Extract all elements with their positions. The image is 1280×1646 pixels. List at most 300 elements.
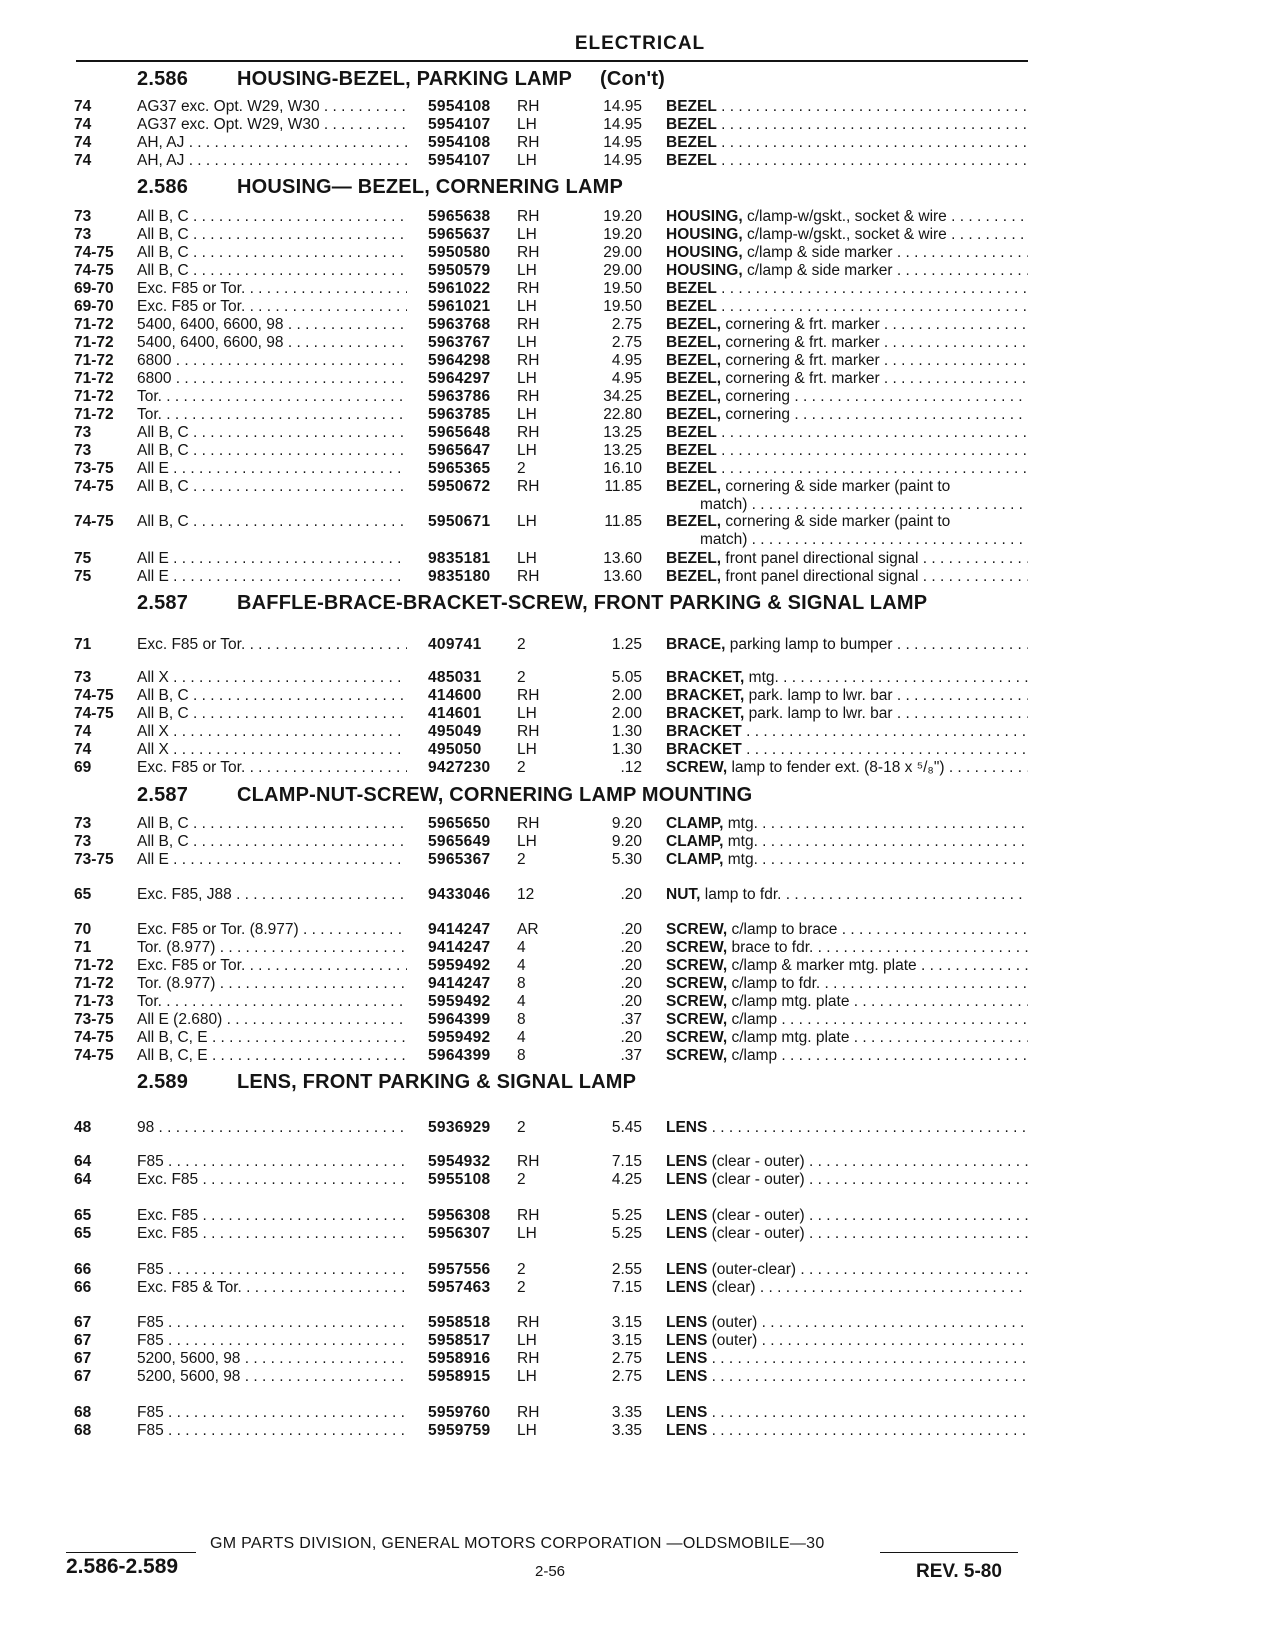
description-cell [666,740,1028,759]
section-number: 2.586 [137,68,189,90]
footer-rule-right [880,1552,1018,1553]
description-keyword: LENS [666,1207,708,1224]
quantity-cell: RH [517,280,540,297]
part-number-cell: 5965365 [428,460,491,477]
description-cell [666,850,1028,869]
description-cell [666,459,1028,478]
quantity-cell: LH [517,152,537,169]
model-cell: 5400, 6400, 6600, 98 . . . [137,333,407,352]
section-title [137,176,623,199]
table-row [0,1118,1280,1137]
model-cell: F85 . . . [137,1313,407,1332]
model-cell: All B, C . . . [137,686,407,705]
part-number-cell: 5958915 [428,1368,491,1385]
description-keyword: HOUSING, [666,262,743,279]
price-cell: 5.45 [611,1119,642,1136]
description-text: mtg. [723,833,758,850]
description-text: c/lamp to brace [727,921,838,938]
quantity-cell: 4 [517,993,526,1010]
price-cell: 7.15 [611,1279,642,1296]
model-cell: AH, AJ . . . [137,151,407,170]
description-cell [666,1313,1028,1332]
model-cell: Exc. F85 or Tor. . . . [137,635,407,654]
model-cell: 6800 . . . [137,369,407,388]
quantity-cell: 2 [517,1171,526,1188]
table-row [0,938,1280,957]
model-cell: All B, C . . . [137,512,407,531]
part-number-cell: 414601 [428,705,482,722]
description-keyword: BEZEL [666,298,717,315]
part-number-cell: 5954107 [428,152,491,169]
price-cell: 14.95 [603,116,642,133]
description-text: c/lamp [727,1047,778,1064]
description-keyword: BEZEL [666,442,717,459]
year-cell: 71-72 [74,352,114,369]
year-cell: 67 [74,1368,92,1385]
quantity-cell: LH [517,334,537,351]
description-text: brace to fdr. [727,939,814,956]
description-keyword: LENS [666,1279,708,1296]
quantity-cell: RH [517,208,540,225]
model-cell: All B, C, E . . . [137,1046,407,1065]
price-cell: 29.00 [603,244,642,261]
footer-rule-left [66,1552,196,1553]
year-cell: 65 [74,886,92,903]
price-cell: 14.95 [603,134,642,151]
description-text: (clear) [707,1279,756,1296]
year-cell: 64 [74,1171,92,1188]
model-cell: Exc. F85 or Tor. . . . [137,297,407,316]
price-cell: 9.20 [611,815,642,832]
description-keyword: LENS [666,1368,708,1385]
year-cell: 64 [74,1153,92,1170]
description-cell [666,1118,1028,1137]
model-cell: Exc. F85 . . . [137,1170,407,1189]
section-number: 2.586 [137,176,189,198]
description-text: c/lamp-w/gskt., socket & wire [742,208,947,225]
table-row [0,668,1280,687]
description-text: front panel directional signal [721,550,919,567]
year-cell: 75 [74,550,92,567]
part-number-cell: 5965648 [428,424,491,441]
description-cell [666,832,1028,851]
description-text: cornering & side marker (paint to [721,478,951,495]
model-cell: Exc. F85, J88 . . . [137,885,407,904]
description-keyword: NUT, [666,886,701,903]
year-cell: 74-75 [74,705,114,722]
table-row [0,151,1280,170]
description-keyword: BEZEL, [666,370,722,387]
quantity-cell: AR [517,921,539,938]
part-number-cell: 5956308 [428,1207,491,1224]
description-keyword: BRACKET, [666,669,745,686]
quantity-cell: RH [517,1314,540,1331]
quantity-cell: RH [517,478,540,495]
table-row [0,243,1280,262]
description-cell [666,992,1028,1011]
part-number-cell: 5964399 [428,1047,491,1064]
description-text: cornering [721,388,791,405]
year-cell: 74-75 [74,478,114,495]
model-cell: F85 . . . [137,1331,407,1350]
table-row [0,387,1280,406]
price-cell: 2.75 [611,1350,642,1367]
quantity-cell: RH [517,424,540,441]
year-cell: 74-75 [74,1047,114,1064]
description-keyword: LENS [666,1225,708,1242]
part-number-cell: 5965367 [428,851,491,868]
price-cell: 2.00 [611,687,642,704]
quantity-cell: LH [517,1332,537,1349]
year-cell: 74 [74,98,92,115]
table-row [0,814,1280,833]
table-row [0,441,1280,460]
model-cell: Exc. F85 . . . [137,1224,407,1243]
table-row [0,567,1280,586]
table-row [0,405,1280,424]
description-keyword: BEZEL, [666,568,722,585]
description-cell [666,686,1028,705]
quantity-cell: RH [517,815,540,832]
description-text: (clear - outer) [707,1153,805,1170]
price-cell: 2.75 [611,334,642,351]
model-cell: All E . . . [137,850,407,869]
model-cell: Tor. . . . [137,387,407,406]
year-cell: 73 [74,815,92,832]
model-cell: All B, C . . . [137,832,407,851]
description-text: mtg. [744,669,779,686]
description-text: park. lamp to lwr. bar [744,687,893,704]
year-cell: 74-75 [74,1029,114,1046]
table-row [0,207,1280,226]
description-text: cornering & frt. marker [721,352,880,369]
description-text: lamp to fender ext. (8-18 x ⁵/₈") [727,759,945,776]
part-number-cell: 5954932 [428,1153,491,1170]
model-cell: All E . . . [137,549,407,568]
description-keyword: SCREW, [666,1011,728,1028]
year-cell: 73 [74,833,92,850]
description-text: c/lamp to fdr. [727,975,821,992]
model-cell: Exc. F85 or Tor. . . . [137,956,407,975]
description-cell [666,635,1028,654]
part-number-cell: 5959492 [428,1029,491,1046]
description-cell [666,814,1028,833]
description-keyword: BEZEL, [666,478,722,495]
price-cell: 2.75 [611,1368,642,1385]
quantity-cell: LH [517,513,537,530]
part-number-cell: 5954108 [428,98,491,115]
model-cell: All B, C . . . [137,225,407,244]
year-cell: 71-72 [74,957,114,974]
quantity-cell: LH [517,298,537,315]
year-cell: 73 [74,424,92,441]
description-cell [666,1046,1028,1065]
table-row [0,225,1280,244]
description-keyword: BEZEL [666,116,717,133]
description-keyword: SCREW, [666,1047,728,1064]
model-cell: All B, C . . . [137,477,407,496]
description-keyword: BRACKET [666,741,742,758]
description-cell [666,722,1028,741]
quantity-cell: RH [517,1404,540,1421]
table-row [0,1331,1280,1350]
model-cell: Exc. F85 or Tor. (8.977) . . . [137,920,407,939]
description-keyword: BEZEL, [666,388,722,405]
description-cell [666,938,1028,957]
model-cell: Exc. F85 & Tor. . . . [137,1278,407,1297]
table-row [0,704,1280,723]
table-row [0,459,1280,478]
price-cell: .20 [620,1029,642,1046]
model-cell: Exc. F85 or Tor. . . . [137,279,407,298]
price-cell: 2.55 [611,1261,642,1278]
year-cell: 71-72 [74,316,114,333]
table-row [0,740,1280,759]
price-cell: .20 [620,993,642,1010]
part-number-cell: 495049 [428,723,482,740]
part-number-cell: 5965638 [428,208,491,225]
price-cell: 1.25 [611,636,642,653]
part-number-cell: 5956307 [428,1225,491,1242]
description-cell [666,549,1028,568]
table-row [0,115,1280,134]
year-cell: 48 [74,1119,92,1136]
year-cell: 74 [74,723,92,740]
model-cell: All X . . . [137,668,407,687]
description-cell [666,920,1028,939]
description-text: c/lamp mtg. plate [727,993,850,1010]
quantity-cell: LH [517,262,537,279]
year-cell: 74-75 [74,513,114,530]
table-row [0,1152,1280,1171]
quantity-cell: 8 [517,975,526,992]
header-rule [76,60,1028,62]
price-cell: 13.60 [603,568,642,585]
table-row [0,1349,1280,1368]
quantity-cell: 2 [517,1119,526,1136]
table-row [0,423,1280,442]
description-text: cornering & frt. marker [721,370,880,387]
footer-section-range: 2.586-2.589 [66,1555,179,1578]
description-keyword: LENS [666,1171,708,1188]
model-cell: All E . . . [137,459,407,478]
quantity-cell: LH [517,442,537,459]
description-keyword: SCREW, [666,993,728,1010]
quantity-cell: 4 [517,939,526,956]
model-cell: All E (2.680) . . . [137,1010,407,1029]
description-cell [666,405,1028,424]
table-row [0,97,1280,116]
quantity-cell: 8 [517,1047,526,1064]
description-cell [666,297,1028,316]
part-number-cell: 5963785 [428,406,491,423]
description-keyword: HOUSING, [666,208,743,225]
description-cell [666,133,1028,152]
part-number-cell: 5950672 [428,478,491,495]
table-row [0,974,1280,993]
continuation-text: match) . . . [700,495,1028,514]
model-cell: All B, C . . . [137,423,407,442]
description-text: parking lamp to bumper [725,636,893,653]
part-number-cell: 5954108 [428,134,491,151]
year-cell: 71-72 [74,388,114,405]
description-text: lamp to fdr. [700,886,782,903]
part-number-cell: 5964399 [428,1011,491,1028]
model-cell: 5200, 5600, 98 . . . [137,1349,407,1368]
table-row [0,1028,1280,1047]
part-number-cell: 5958518 [428,1314,491,1331]
description-cell [666,315,1028,334]
section-suffix: (Con't) [600,68,666,90]
table-row [0,133,1280,152]
model-cell: Tor. . . . [137,405,407,424]
description-text: (clear - outer) [707,1207,805,1224]
year-cell: 67 [74,1314,92,1331]
quantity-cell: RH [517,134,540,151]
quantity-cell: RH [517,244,540,261]
description-cell [666,225,1028,244]
year-cell: 69-70 [74,298,114,315]
description-keyword: BRACE, [666,636,726,653]
part-number-cell: 5950579 [428,262,491,279]
description-text: (outer) [707,1332,758,1349]
table-row [0,920,1280,939]
table-row [0,1278,1280,1297]
part-number-cell: 5965647 [428,442,491,459]
part-number-cell: 5950580 [428,244,491,261]
description-cell [666,333,1028,352]
part-number-cell: 5964298 [428,352,491,369]
description-cell [666,387,1028,406]
price-cell: 16.10 [603,460,642,477]
description-continuation [0,530,1280,549]
part-number-cell: 5965649 [428,833,491,850]
price-cell: 5.05 [611,669,642,686]
description-cell [666,567,1028,586]
description-cell [666,1403,1028,1422]
table-row [0,315,1280,334]
quantity-cell: RH [517,388,540,405]
year-cell: 74-75 [74,687,114,704]
description-keyword: BEZEL [666,424,717,441]
price-cell: .20 [620,886,642,903]
section-heading: LENS, FRONT PARKING & SIGNAL LAMP [237,1071,637,1093]
model-cell: 6800 . . . [137,351,407,370]
description-cell [666,151,1028,170]
table-row [0,297,1280,316]
price-cell: .12 [620,759,642,776]
year-cell: 66 [74,1279,92,1296]
part-number-cell: 9835180 [428,568,491,585]
description-text: park. lamp to lwr. bar [744,705,893,722]
table-row [0,758,1280,777]
table-row [0,832,1280,851]
description-cell [666,668,1028,687]
description-keyword: LENS [666,1332,708,1349]
price-cell: 5.25 [611,1225,642,1242]
quantity-cell: 2 [517,1261,526,1278]
year-cell: 66 [74,1261,92,1278]
price-cell: .20 [620,939,642,956]
table-row [0,1421,1280,1440]
page-title: ELECTRICAL [574,33,706,54]
description-keyword: BEZEL, [666,334,722,351]
quantity-cell: LH [517,1368,537,1385]
description-keyword: BRACKET [666,723,742,740]
quantity-cell: LH [517,550,537,567]
model-cell: AG37 exc. Opt. W29, W30 . . . [137,97,407,116]
description-keyword: LENS [666,1422,708,1439]
year-cell: 74 [74,741,92,758]
description-text: cornering & frt. marker [721,334,880,351]
description-keyword: HOUSING, [666,226,743,243]
description-text: (clear - outer) [707,1225,805,1242]
year-cell: 69-70 [74,280,114,297]
description-keyword: BRACKET, [666,705,745,722]
quantity-cell: RH [517,1153,540,1170]
year-cell: 68 [74,1422,92,1439]
description-keyword: BEZEL [666,280,717,297]
quantity-cell: LH [517,116,537,133]
part-number-cell: 5958517 [428,1332,491,1349]
table-row [0,351,1280,370]
description-cell [666,261,1028,280]
part-number-cell: 5959759 [428,1422,491,1439]
description-cell [666,369,1028,388]
description-cell [666,1224,1028,1243]
description-cell [666,115,1028,134]
year-cell: 68 [74,1404,92,1421]
price-cell: 7.15 [611,1153,642,1170]
year-cell: 73 [74,442,92,459]
table-row [0,1170,1280,1189]
price-cell: 2.75 [611,316,642,333]
year-cell: 73 [74,226,92,243]
description-cell [666,97,1028,116]
year-cell: 74 [74,134,92,151]
price-cell: 5.25 [611,1207,642,1224]
price-cell: 2.00 [611,705,642,722]
table-row [0,1206,1280,1225]
price-cell: 9.20 [611,833,642,850]
description-cell [666,1010,1028,1029]
section-heading: BAFFLE-BRACE-BRACKET-SCREW, FRONT PARKING & SIGNAL LAMP [237,592,928,614]
year-cell: 71-73 [74,993,114,1010]
year-cell: 71 [74,939,92,956]
part-number-cell: 5958916 [428,1350,491,1367]
description-keyword: BEZEL, [666,352,722,369]
price-cell: 4.25 [611,1171,642,1188]
quantity-cell: 2 [517,1279,526,1296]
part-number-cell: 9414247 [428,975,491,992]
section-heading: HOUSING-BEZEL, PARKING LAMP [237,68,573,90]
price-cell: .37 [620,1011,642,1028]
description-keyword: BEZEL, [666,550,722,567]
model-cell: 98 . . . [137,1118,407,1137]
description-text: cornering & frt. marker [721,316,880,333]
description-cell [666,1028,1028,1047]
model-cell: 5400, 6400, 6600, 98 . . . [137,315,407,334]
model-cell: F85 . . . [137,1403,407,1422]
year-cell: 73-75 [74,851,114,868]
price-cell: 11.85 [604,478,642,495]
price-cell: .20 [620,957,642,974]
model-cell: Tor. (8.977) . . . [137,974,407,993]
year-cell: 74 [74,152,92,169]
quantity-cell: 2 [517,669,526,686]
description-keyword: LENS [666,1261,708,1278]
price-cell: 34.25 [603,388,642,405]
